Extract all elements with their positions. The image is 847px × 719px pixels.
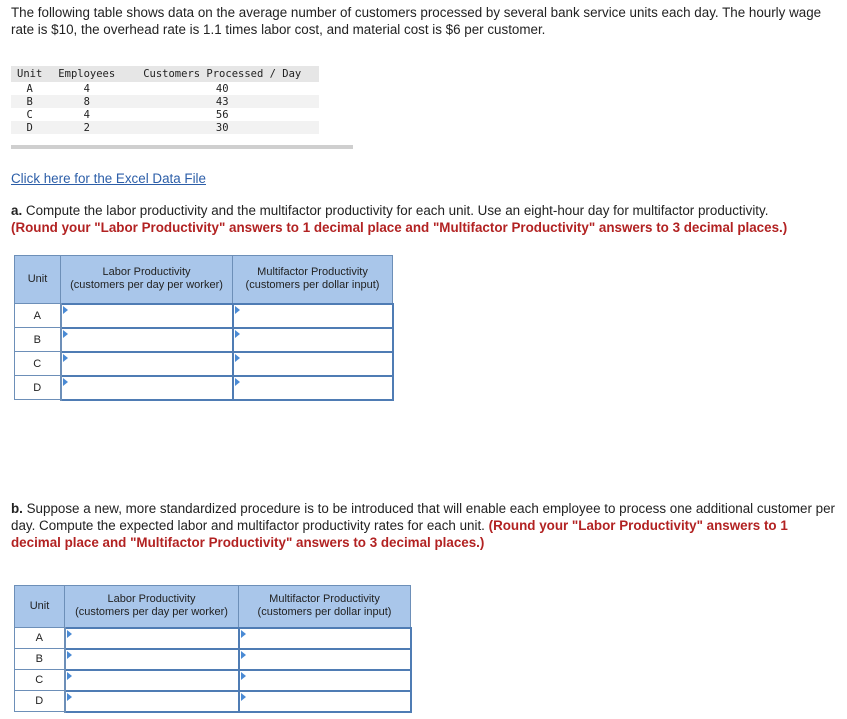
multifactor-input[interactable] (233, 328, 393, 352)
table-row (11, 108, 319, 121)
part-a-note: (Round your "Labor Productivity" answers to 1 decimal place and "Multifactor Productivity" answers to 3 decimal places.) (11, 220, 788, 235)
answer-row-d (15, 376, 393, 400)
table-divider (11, 145, 353, 149)
cell-customers: 43 (125, 95, 319, 108)
labor-input-c[interactable] (62, 353, 232, 375)
answer-table-a (14, 255, 394, 401)
labor-input-d[interactable] (66, 692, 238, 711)
labor-header: Labor Productivity (customers per day per worker) (61, 256, 233, 304)
labor-input[interactable] (61, 304, 233, 328)
answer-row-c (15, 670, 411, 691)
cell-unit: B (11, 95, 48, 108)
multifactor-input-d[interactable] (240, 692, 410, 711)
cell-unit: C (26, 108, 33, 121)
cell-employees: 8 (48, 95, 125, 108)
data-table (11, 66, 319, 134)
unit-header: Unit (15, 256, 61, 304)
cell-customers: 40 (215, 82, 229, 95)
labor-input[interactable] (65, 691, 239, 712)
multifactor-input[interactable] (239, 649, 411, 670)
cell-customers: 56 (215, 108, 229, 121)
part-a-lead: a. (11, 203, 23, 218)
part-a-text: Compute the labor productivity and the multifactor productivity for each unit. Use an eight-hour day for multifactor productivity. (22, 203, 769, 218)
answer-row-a (15, 304, 393, 328)
cell-employees: 4 (83, 108, 90, 121)
unit-header: Unit (15, 586, 65, 628)
labor-input[interactable] (65, 649, 239, 670)
multifactor-input[interactable] (233, 304, 393, 328)
labor-input[interactable] (61, 328, 233, 352)
table-row (11, 121, 319, 134)
table-row (11, 82, 319, 95)
labor-input[interactable] (61, 376, 233, 400)
multifactor-input-b[interactable] (234, 329, 392, 351)
cell-customers: 30 (125, 121, 319, 134)
part-a-question (11, 202, 841, 236)
multifactor-input-b[interactable] (240, 650, 410, 669)
part-b-question (11, 500, 841, 551)
multifactor-input-c[interactable] (240, 671, 410, 690)
unit-label: D (15, 691, 65, 712)
cell-unit: D (11, 121, 48, 134)
cell-employees: 2 (48, 121, 125, 134)
answer-table-b (14, 585, 412, 713)
multifactor-input-a[interactable] (234, 305, 392, 327)
unit-label: D (15, 376, 61, 400)
unit-label: A (15, 304, 61, 328)
multifactor-input[interactable] (239, 628, 411, 649)
answer-row-b (15, 649, 411, 670)
labor-header: Labor Productivity (customers per day per worker) (65, 586, 239, 628)
cell-unit: A (26, 82, 33, 95)
multifactor-input[interactable] (239, 691, 411, 712)
multifactor-header: Multifactor Productivity (customers per dollar input) (239, 586, 411, 628)
unit-label: B (15, 649, 65, 670)
answer-header (15, 256, 393, 304)
answer-row-b (15, 328, 393, 352)
part-b-text: Suppose a new, more standardized procedure is to be introduced that will enable each employee to process one additional customer per day. Compute the expected labor and multifactor productivity rates for each unit. (11, 501, 836, 533)
labor-input[interactable] (65, 670, 239, 691)
data-table-header (11, 66, 319, 82)
multifactor-input-a[interactable] (240, 629, 410, 648)
labor-input-c[interactable] (66, 671, 238, 690)
answer-header (15, 586, 411, 628)
answer-row-d (15, 691, 411, 712)
excel-data-link[interactable]: Click here for the Excel Data File (11, 171, 206, 186)
labor-input-a[interactable] (62, 305, 232, 327)
header-employees: Employees (48, 66, 125, 82)
header-unit: Unit (11, 66, 48, 82)
labor-input-b[interactable] (62, 329, 232, 351)
answer-row-c (15, 352, 393, 376)
multifactor-header: Multifactor Productivity (customers per dollar input) (233, 256, 393, 304)
part-b-note: (Round your "Labor Productivity" answers to 1 decimal place and "Multifactor Productivity" answers to 3 decimal places.) (11, 518, 788, 550)
part-b-lead: b. (11, 501, 23, 516)
multifactor-input[interactable] (233, 376, 393, 400)
multifactor-input-d[interactable] (234, 377, 392, 399)
multifactor-input-c[interactable] (234, 353, 392, 375)
table-row (11, 95, 319, 108)
unit-label: C (15, 670, 65, 691)
labor-input[interactable] (65, 628, 239, 649)
labor-input-b[interactable] (66, 650, 238, 669)
header-customers: Customers Processed / Day (125, 66, 319, 82)
intro-text: The following table shows data on the average number of customers processed by several bank service units each day. The hourly wage rate is $10, the overhead rate is 1.1 times labor cost, and material cost is $6 per customer. (11, 5, 822, 37)
cell-employees: 4 (83, 82, 90, 95)
multifactor-input[interactable] (233, 352, 393, 376)
labor-input[interactable] (61, 352, 233, 376)
unit-label: C (15, 352, 61, 376)
unit-label: A (15, 628, 65, 649)
multifactor-input[interactable] (239, 670, 411, 691)
unit-label: B (15, 328, 61, 352)
labor-input-d[interactable] (62, 377, 232, 399)
answer-row-a (15, 628, 411, 649)
labor-input-a[interactable] (66, 629, 238, 648)
